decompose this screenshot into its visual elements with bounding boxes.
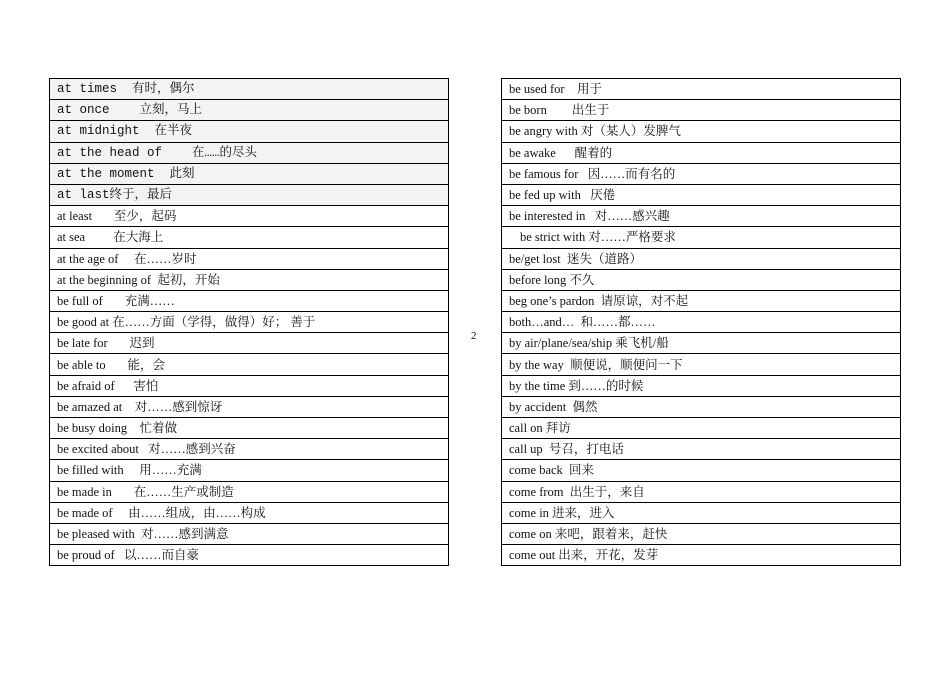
- table-row: [50, 418, 449, 439]
- table-row: [50, 375, 449, 396]
- phrase-entry: be angry with 对（某人）发脾气: [502, 121, 901, 142]
- table-row: [502, 163, 901, 184]
- table-row: [50, 79, 449, 100]
- phrase-entry: beg one’s pardon 请原谅，对不起: [502, 290, 901, 311]
- phrase-entry: at least 至少，起码: [50, 206, 449, 227]
- table-row: [502, 439, 901, 460]
- table-row: [50, 269, 449, 290]
- table-row: [502, 396, 901, 417]
- phrase-entry: be excited about 对……感到兴奋: [50, 439, 449, 460]
- phrase-entry: be famous for 因……而有名的: [502, 163, 901, 184]
- phrase-entry: both…and… 和……都……: [502, 312, 901, 333]
- table-row: [50, 439, 449, 460]
- table-row: [502, 502, 901, 523]
- table-row: [502, 121, 901, 142]
- phrase-entry: be made of 由……组成，由……构成: [50, 502, 449, 523]
- table-row: [50, 184, 449, 205]
- phrase-entry: be amazed at 对……感到惊讶: [50, 396, 449, 417]
- phrase-entry: at the age of 在……岁时: [50, 248, 449, 269]
- table-row: [502, 418, 901, 439]
- phrase-entry: be strict with 对……严格要求: [502, 227, 901, 248]
- phrase-entry: come out 出来，开花，发芽: [502, 545, 901, 566]
- phrase-entry: be used for 用于: [502, 79, 901, 100]
- phrase-entry: at the moment 此刻: [50, 163, 449, 184]
- phrase-entry: be late for 迟到: [50, 333, 449, 354]
- table-row: [50, 290, 449, 311]
- table-row: [50, 206, 449, 227]
- table-row: [50, 248, 449, 269]
- table-row: [50, 396, 449, 417]
- phrase-entry: before long 不久: [502, 269, 901, 290]
- table-row: [502, 312, 901, 333]
- phrase-entry: at the head of 在……的尽头: [50, 142, 449, 163]
- phrase-entry: be made in 在……生产或制造: [50, 481, 449, 502]
- phrase-entry: by the time 到……的时候: [502, 375, 901, 396]
- phrase-entry: be pleased with 对……感到满意: [50, 523, 449, 544]
- table-row: [50, 460, 449, 481]
- phrase-entry: be proud of 以……而自豪: [50, 545, 449, 566]
- table-row: [502, 290, 901, 311]
- phrase-entry: at last终于，最后: [50, 184, 449, 205]
- table-row: [50, 100, 449, 121]
- phrase-entry: be/get lost 迷失（道路）: [502, 248, 901, 269]
- right-phrase-table: [501, 78, 901, 566]
- table-row: [502, 142, 901, 163]
- phrase-entry: by accident 偶然: [502, 396, 901, 417]
- phrase-entry: at once 立刻，马上: [50, 100, 449, 121]
- table-row: [50, 545, 449, 566]
- phrase-entry: be awake 醒着的: [502, 142, 901, 163]
- table-row: [50, 142, 449, 163]
- table-row: [502, 481, 901, 502]
- phrase-entry: come on 来吧，跟着来，赶快: [502, 523, 901, 544]
- table-row: [502, 523, 901, 544]
- table-row: [50, 354, 449, 375]
- left-phrase-table: [49, 78, 449, 566]
- phrase-entry: be fed up with 厌倦: [502, 184, 901, 205]
- phrase-entry: be afraid of 害怕: [50, 375, 449, 396]
- table-row: [502, 184, 901, 205]
- table-row: [502, 269, 901, 290]
- phrase-entry: be good at 在……方面（学得，做得）好； 善于: [50, 312, 449, 333]
- table-row: [50, 121, 449, 142]
- phrase-entry: be able to 能，会: [50, 354, 449, 375]
- table-row: [50, 227, 449, 248]
- table-row: [50, 523, 449, 544]
- table-row: [502, 206, 901, 227]
- phrase-entry: call up 号召，打电话: [502, 439, 901, 460]
- table-row: [502, 354, 901, 375]
- table-row: [502, 545, 901, 566]
- phrase-entry: come from 出生于，来自: [502, 481, 901, 502]
- phrase-entry: come back 回来: [502, 460, 901, 481]
- table-row: [50, 333, 449, 354]
- phrase-entry: at sea 在大海上: [50, 227, 449, 248]
- table-row: [502, 248, 901, 269]
- phrase-entry: be filled with 用……充满: [50, 460, 449, 481]
- table-row: [502, 100, 901, 121]
- table-row: [50, 163, 449, 184]
- table-row: [502, 227, 901, 248]
- table-row: [502, 333, 901, 354]
- phrase-entry: be full of 充满……: [50, 290, 449, 311]
- phrase-entry: call on 拜访: [502, 418, 901, 439]
- phrase-entry: be busy doing 忙着做: [50, 418, 449, 439]
- page-number: 2: [471, 330, 477, 342]
- phrase-entry: be born 出生于: [502, 100, 901, 121]
- phrase-entry: at times 有时，偶尔: [50, 79, 449, 100]
- phrase-entry: come in 进来，进入: [502, 502, 901, 523]
- phrase-entry: by the way 顺便说，顺便问一下: [502, 354, 901, 375]
- phrase-entry: be interested in 对……感兴趣: [502, 206, 901, 227]
- table-row: [502, 375, 901, 396]
- table-row: [50, 502, 449, 523]
- table-row: [50, 312, 449, 333]
- phrase-entry: at midnight 在半夜: [50, 121, 449, 142]
- phrase-entry: by air/plane/sea/ship 乘飞机/船: [502, 333, 901, 354]
- table-row: [50, 481, 449, 502]
- table-row: [502, 460, 901, 481]
- table-row: [502, 79, 901, 100]
- phrase-entry: at the beginning of 起初，开始: [50, 269, 449, 290]
